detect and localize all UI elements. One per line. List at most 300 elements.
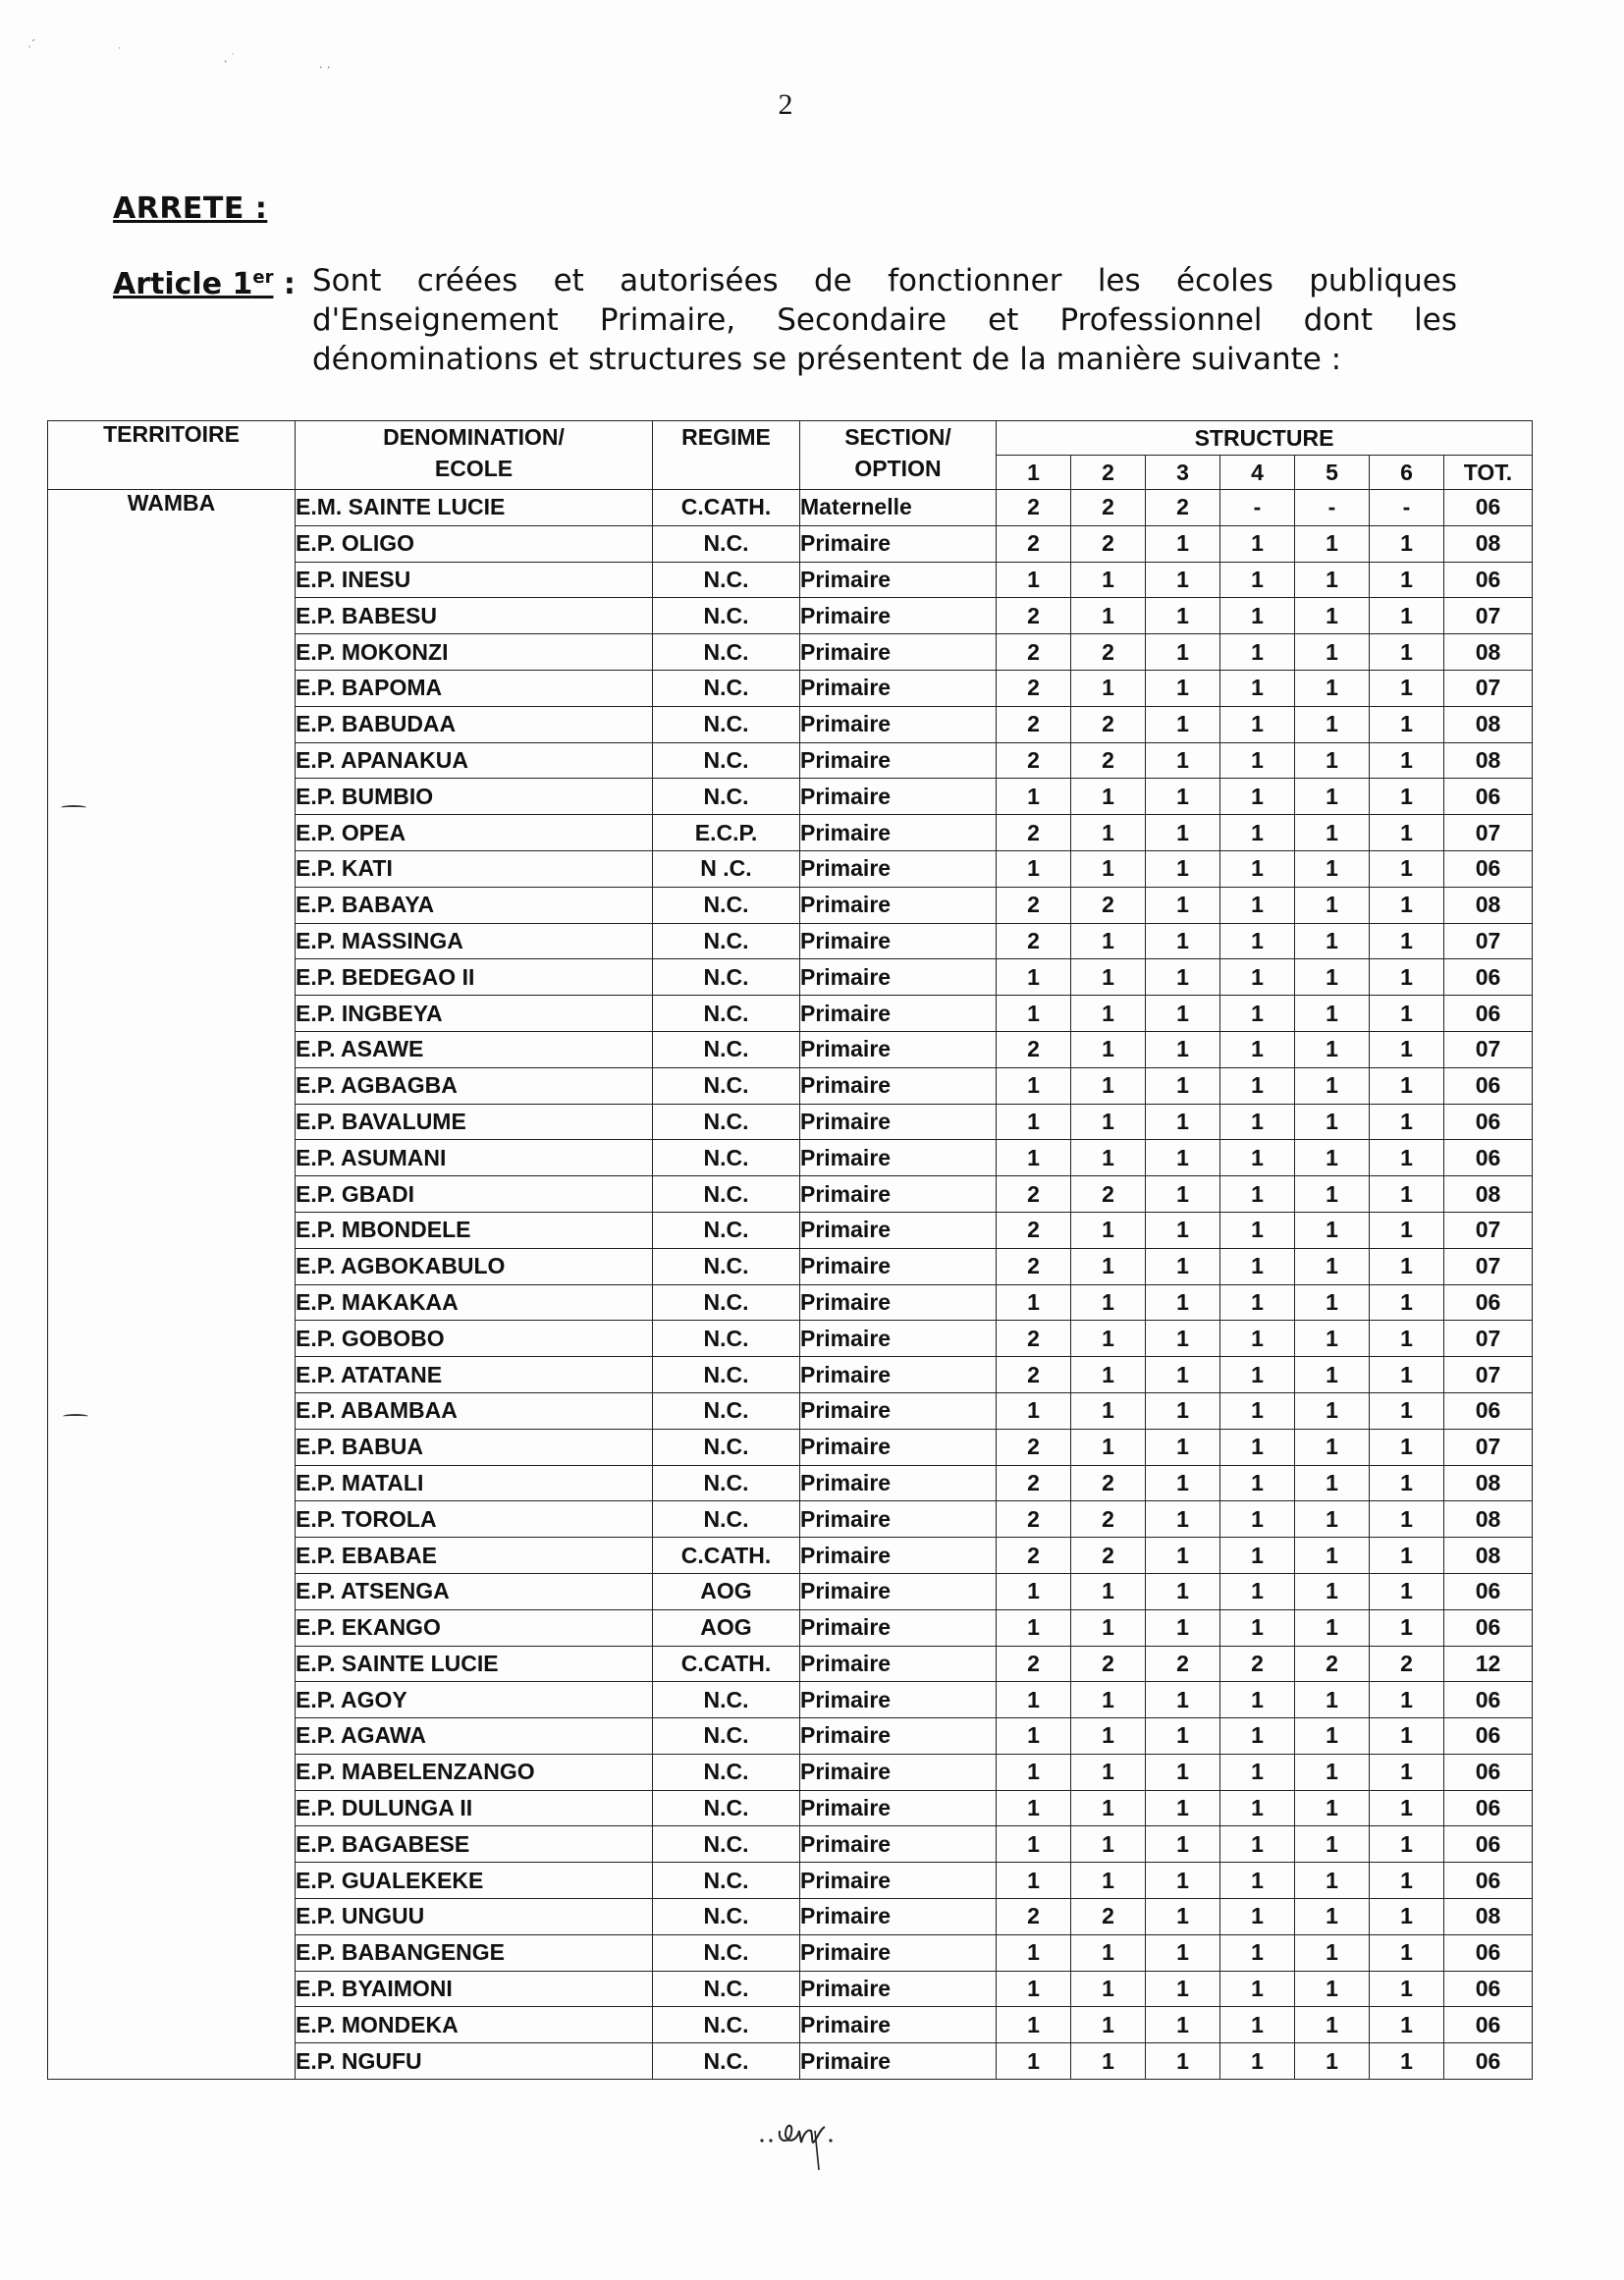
structure-cell-6: 1 [1370, 2007, 1444, 2043]
structure-cell-2: 1 [1071, 1212, 1146, 1248]
structure-cell-1: 1 [997, 1718, 1071, 1755]
structure-cell-2: 1 [1071, 1357, 1146, 1393]
school-name-cell: E.P. OLIGO [296, 525, 653, 562]
header-regime: REGIME [653, 421, 800, 490]
section-cell: Primaire [800, 1682, 997, 1718]
school-name-cell: E.P. BABUA [296, 1429, 653, 1465]
territoire-cell: WAMBA [48, 490, 296, 2080]
structure-total-cell: 08 [1444, 1899, 1533, 1935]
structure-cell-6: 1 [1370, 2043, 1444, 2080]
structure-cell-3: 1 [1146, 742, 1220, 779]
structure-total-cell: 06 [1444, 1682, 1533, 1718]
header-structure-5: 5 [1295, 456, 1370, 490]
structure-cell-2: 1 [1071, 1248, 1146, 1284]
structure-cell-4: 1 [1220, 1718, 1295, 1755]
structure-cell-1: 1 [997, 1067, 1071, 1104]
structure-cell-5: 1 [1295, 1682, 1370, 1718]
regime-cell: N.C. [653, 598, 800, 634]
structure-cell-4: 1 [1220, 1863, 1295, 1899]
structure-cell-5: 1 [1295, 670, 1370, 706]
structure-cell-1: 2 [997, 1031, 1071, 1067]
structure-total-cell: 07 [1444, 598, 1533, 634]
structure-cell-2: 1 [1071, 850, 1146, 887]
section-cell: Primaire [800, 959, 997, 996]
section-cell: Primaire [800, 887, 997, 923]
structure-cell-3: 1 [1146, 1465, 1220, 1501]
structure-cell-1: 2 [997, 923, 1071, 959]
structure-cell-2: 1 [1071, 923, 1146, 959]
structure-cell-5: 1 [1295, 1790, 1370, 1826]
structure-cell-6: 1 [1370, 1031, 1444, 1067]
school-name-cell: E.P. SAINTE LUCIE [296, 1646, 653, 1682]
structure-cell-4: 1 [1220, 887, 1295, 923]
section-cell: Primaire [800, 1212, 997, 1248]
structure-cell-5: 1 [1295, 887, 1370, 923]
regime-cell: N.C. [653, 742, 800, 779]
section-cell: Primaire [800, 1357, 997, 1393]
structure-cell-3: 1 [1146, 598, 1220, 634]
structure-cell-4: 1 [1220, 562, 1295, 598]
structure-cell-3: 1 [1146, 1212, 1220, 1248]
regime-cell: E.C.P. [653, 815, 800, 851]
structure-cell-1: 2 [997, 598, 1071, 634]
structure-cell-4: 1 [1220, 1429, 1295, 1465]
structure-total-cell: 08 [1444, 742, 1533, 779]
structure-cell-4: 1 [1220, 634, 1295, 671]
structure-cell-1: 1 [997, 1609, 1071, 1646]
structure-cell-2: 1 [1071, 1934, 1146, 1971]
structure-cell-5: 1 [1295, 1357, 1370, 1393]
school-name-cell: E.P. ATATANE [296, 1357, 653, 1393]
structure-cell-5: 1 [1295, 706, 1370, 742]
regime-cell: N.C. [653, 1429, 800, 1465]
school-name-cell: E.P. AGAWA [296, 1718, 653, 1755]
school-name-cell: E.P. ASUMANI [296, 1140, 653, 1176]
structure-cell-4: 1 [1220, 1501, 1295, 1538]
section-cell: Primaire [800, 1573, 997, 1609]
section-cell: Primaire [800, 1067, 997, 1104]
structure-cell-5: 1 [1295, 1140, 1370, 1176]
section-cell: Primaire [800, 1790, 997, 1826]
regime-cell: N.C. [653, 959, 800, 996]
article-label-text: Article 1 [113, 267, 253, 301]
structure-cell-3: 2 [1146, 1646, 1220, 1682]
structure-cell-5: 1 [1295, 1212, 1370, 1248]
structure-cell-2: 1 [1071, 1682, 1146, 1718]
structure-cell-5: 1 [1295, 1031, 1370, 1067]
structure-cell-4: 1 [1220, 598, 1295, 634]
regime-cell: N .C. [653, 850, 800, 887]
section-cell: Primaire [800, 1284, 997, 1321]
article-label [113, 267, 296, 301]
structure-cell-4: 1 [1220, 1934, 1295, 1971]
structure-cell-3: 1 [1146, 1284, 1220, 1321]
structure-cell-5: 1 [1295, 996, 1370, 1032]
structure-cell-2: 1 [1071, 1826, 1146, 1863]
regime-cell: N.C. [653, 1899, 800, 1935]
regime-cell: N.C. [653, 996, 800, 1032]
structure-cell-1: 1 [997, 779, 1071, 815]
structure-cell-4: 1 [1220, 1392, 1295, 1429]
structure-cell-4: 1 [1220, 1104, 1295, 1140]
school-name-cell: E.P. BUMBIO [296, 779, 653, 815]
structure-cell-2: 2 [1071, 887, 1146, 923]
header-denomination-line1: DENOMINATION/ [383, 424, 565, 450]
structure-cell-6: 1 [1370, 1284, 1444, 1321]
margin-pen-mark [61, 805, 86, 810]
structure-cell-1: 1 [997, 1682, 1071, 1718]
structure-cell-3: 1 [1146, 1899, 1220, 1935]
scan-speck: ˎ ˑ [224, 49, 235, 63]
structure-total-cell: 06 [1444, 1934, 1533, 1971]
header-structure-total: TOT. [1444, 456, 1533, 490]
arrete-heading: ARRETE : [113, 191, 268, 226]
structure-total-cell: 06 [1444, 1754, 1533, 1790]
structure-cell-3: 1 [1146, 1573, 1220, 1609]
school-name-cell: E.P. NGUFU [296, 2043, 653, 2080]
structure-cell-5: 1 [1295, 562, 1370, 598]
school-name-cell: E.P. BAGABESE [296, 1826, 653, 1863]
structure-total-cell: 07 [1444, 1248, 1533, 1284]
structure-cell-6: 1 [1370, 996, 1444, 1032]
structure-cell-6: 2 [1370, 1646, 1444, 1682]
page-number: 2 [778, 88, 793, 121]
structure-cell-4: 1 [1220, 1140, 1295, 1176]
structure-cell-4: 1 [1220, 1176, 1295, 1213]
structure-cell-1: 2 [997, 1646, 1071, 1682]
structure-cell-3: 1 [1146, 1321, 1220, 1357]
structure-cell-4: 1 [1220, 1321, 1295, 1357]
structure-cell-5: 1 [1295, 1538, 1370, 1574]
structure-cell-4: 1 [1220, 1971, 1295, 2007]
structure-cell-3: 1 [1146, 2043, 1220, 2080]
structure-cell-3: 1 [1146, 815, 1220, 851]
structure-cell-3: 1 [1146, 1501, 1220, 1538]
school-name-cell: E.P. MABELENZANGO [296, 1754, 653, 1790]
structure-total-cell: 06 [1444, 1573, 1533, 1609]
header-denomination-line2: ECOLE [434, 456, 514, 481]
structure-cell-4: 1 [1220, 1682, 1295, 1718]
structure-cell-4: 2 [1220, 1646, 1295, 1682]
structure-cell-5: 1 [1295, 1899, 1370, 1935]
section-cell: Primaire [800, 1971, 997, 2007]
structure-cell-3: 1 [1146, 1934, 1220, 1971]
structure-cell-4: 1 [1220, 1573, 1295, 1609]
structure-cell-6: 1 [1370, 959, 1444, 996]
structure-cell-4: 1 [1220, 2043, 1295, 2080]
structure-cell-5: 1 [1295, 815, 1370, 851]
structure-cell-2: 1 [1071, 1718, 1146, 1755]
regime-cell: C.CATH. [653, 1646, 800, 1682]
structure-cell-6: 1 [1370, 887, 1444, 923]
structure-cell-4: 1 [1220, 1357, 1295, 1393]
school-name-cell: E.M. SAINTE LUCIE [296, 490, 653, 526]
structure-cell-4: 1 [1220, 1790, 1295, 1826]
structure-total-cell: 06 [1444, 562, 1533, 598]
structure-cell-1: 1 [997, 1971, 1071, 2007]
structure-cell-1: 1 [997, 1754, 1071, 1790]
schools-table [47, 420, 1533, 2080]
section-cell: Primaire [800, 670, 997, 706]
structure-cell-3: 1 [1146, 1971, 1220, 2007]
structure-cell-2: 2 [1071, 742, 1146, 779]
structure-cell-5: 1 [1295, 1429, 1370, 1465]
structure-cell-2: 1 [1071, 1790, 1146, 1826]
school-name-cell: E.P. TOROLA [296, 1501, 653, 1538]
structure-cell-2: 1 [1071, 815, 1146, 851]
table-header [48, 421, 1533, 490]
regime-cell: N.C. [653, 1682, 800, 1718]
school-name-cell: E.P. AGOY [296, 1682, 653, 1718]
structure-cell-5: 1 [1295, 742, 1370, 779]
regime-cell: N.C. [653, 1465, 800, 1501]
structure-cell-1: 2 [997, 742, 1071, 779]
structure-cell-5: 2 [1295, 1646, 1370, 1682]
school-name-cell: E.P. AGBOKABULO [296, 1248, 653, 1284]
structure-cell-4: 1 [1220, 2007, 1295, 2043]
structure-cell-4: 1 [1220, 1899, 1295, 1935]
regime-cell: N.C. [653, 1104, 800, 1140]
section-cell: Primaire [800, 996, 997, 1032]
structure-cell-6: 1 [1370, 1429, 1444, 1465]
structure-cell-6: 1 [1370, 1501, 1444, 1538]
structure-cell-1: 1 [997, 2007, 1071, 2043]
structure-cell-3: 1 [1146, 1429, 1220, 1465]
structure-cell-4: 1 [1220, 996, 1295, 1032]
structure-cell-2: 2 [1071, 706, 1146, 742]
structure-total-cell: 07 [1444, 1212, 1533, 1248]
structure-cell-3: 1 [1146, 1392, 1220, 1429]
structure-cell-1: 2 [997, 1899, 1071, 1935]
structure-cell-6: 1 [1370, 1934, 1444, 1971]
structure-cell-2: 1 [1071, 1609, 1146, 1646]
regime-cell: C.CATH. [653, 490, 800, 526]
structure-cell-3: 1 [1146, 706, 1220, 742]
structure-cell-6: 1 [1370, 742, 1444, 779]
structure-cell-1: 2 [997, 490, 1071, 526]
structure-cell-4: - [1220, 490, 1295, 526]
structure-cell-1: 1 [997, 1934, 1071, 1971]
structure-cell-2: 2 [1071, 1538, 1146, 1574]
structure-cell-2: 1 [1071, 562, 1146, 598]
structure-total-cell: 06 [1444, 1140, 1533, 1176]
structure-cell-2: 1 [1071, 959, 1146, 996]
structure-cell-3: 1 [1146, 850, 1220, 887]
structure-total-cell: 06 [1444, 2007, 1533, 2043]
structure-cell-4: 1 [1220, 742, 1295, 779]
school-name-cell: E.P. BAPOMA [296, 670, 653, 706]
structure-cell-3: 1 [1146, 996, 1220, 1032]
section-cell: Primaire [800, 525, 997, 562]
structure-total-cell: 08 [1444, 1176, 1533, 1213]
structure-total-cell: 07 [1444, 815, 1533, 851]
structure-cell-3: 1 [1146, 1790, 1220, 1826]
header-denomination [296, 421, 653, 490]
structure-cell-2: 1 [1071, 1971, 1146, 2007]
section-cell: Primaire [800, 815, 997, 851]
structure-cell-6: 1 [1370, 1971, 1444, 2007]
structure-cell-5: 1 [1295, 1609, 1370, 1646]
structure-cell-6: 1 [1370, 815, 1444, 851]
structure-cell-3: 1 [1146, 1031, 1220, 1067]
structure-total-cell: 07 [1444, 923, 1533, 959]
structure-total-cell: 06 [1444, 2043, 1533, 2080]
school-name-cell: E.P. GOBOBO [296, 1321, 653, 1357]
section-cell: Primaire [800, 1899, 997, 1935]
regime-cell: N.C. [653, 1140, 800, 1176]
structure-cell-6: 1 [1370, 1718, 1444, 1755]
section-cell: Primaire [800, 1140, 997, 1176]
structure-cell-6: 1 [1370, 634, 1444, 671]
school-name-cell: E.P. MATALI [296, 1465, 653, 1501]
structure-cell-2: 2 [1071, 1646, 1146, 1682]
structure-cell-4: 1 [1220, 1826, 1295, 1863]
school-name-cell: E.P. EKANGO [296, 1609, 653, 1646]
structure-cell-1: 1 [997, 996, 1071, 1032]
structure-cell-2: 1 [1071, 1573, 1146, 1609]
structure-cell-2: 1 [1071, 1031, 1146, 1067]
scan-speck: ˑ [118, 43, 122, 57]
structure-total-cell: 06 [1444, 1609, 1533, 1646]
section-cell: Primaire [800, 1826, 997, 1863]
structure-cell-6: 1 [1370, 1392, 1444, 1429]
school-name-cell: E.P. INESU [296, 562, 653, 598]
structure-cell-1: 2 [997, 525, 1071, 562]
structure-cell-1: 1 [997, 1863, 1071, 1899]
structure-cell-5: 1 [1295, 1718, 1370, 1755]
school-name-cell: E.P. AGBAGBA [296, 1067, 653, 1104]
section-cell: Primaire [800, 1934, 997, 1971]
structure-cell-1: 1 [997, 1104, 1071, 1140]
regime-cell: C.CATH. [653, 1538, 800, 1574]
structure-cell-6: - [1370, 490, 1444, 526]
structure-cell-2: 1 [1071, 996, 1146, 1032]
regime-cell: AOG [653, 1573, 800, 1609]
header-territoire: TERRITOIRE [48, 421, 296, 490]
regime-cell: N.C. [653, 1718, 800, 1755]
structure-total-cell: 08 [1444, 525, 1533, 562]
school-name-cell: E.P. MAKAKAA [296, 1284, 653, 1321]
structure-total-cell: 06 [1444, 779, 1533, 815]
structure-cell-2: 1 [1071, 1392, 1146, 1429]
structure-cell-6: 1 [1370, 1248, 1444, 1284]
school-name-cell: E.P. MBONDELE [296, 1212, 653, 1248]
school-name-cell: E.P. MOKONZI [296, 634, 653, 671]
structure-cell-2: 1 [1071, 1429, 1146, 1465]
structure-cell-2: 1 [1071, 1863, 1146, 1899]
regime-cell: N.C. [653, 1248, 800, 1284]
structure-cell-2: 1 [1071, 598, 1146, 634]
structure-cell-6: 1 [1370, 1609, 1444, 1646]
structure-total-cell: 06 [1444, 1284, 1533, 1321]
school-name-cell: E.P. BABAYA [296, 887, 653, 923]
structure-cell-3: 1 [1146, 1826, 1220, 1863]
structure-cell-3: 1 [1146, 525, 1220, 562]
school-name-cell: E.P. MONDEKA [296, 2007, 653, 2043]
structure-cell-5: 1 [1295, 1248, 1370, 1284]
structure-cell-5: 1 [1295, 779, 1370, 815]
structure-cell-1: 2 [997, 815, 1071, 851]
structure-cell-4: 1 [1220, 850, 1295, 887]
structure-cell-6: 1 [1370, 1573, 1444, 1609]
structure-cell-1: 2 [997, 1176, 1071, 1213]
structure-cell-2: 2 [1071, 1899, 1146, 1935]
school-name-cell: E.P. GUALEKEKE [296, 1863, 653, 1899]
structure-cell-3: 1 [1146, 779, 1220, 815]
section-cell: Primaire [800, 1646, 997, 1682]
regime-cell: N.C. [653, 1971, 800, 2007]
header-structure-6: 6 [1370, 456, 1444, 490]
structure-cell-2: 1 [1071, 1284, 1146, 1321]
structure-cell-3: 1 [1146, 1067, 1220, 1104]
structure-cell-3: 1 [1146, 562, 1220, 598]
structure-cell-3: 1 [1146, 634, 1220, 671]
structure-total-cell: 07 [1444, 1321, 1533, 1357]
structure-cell-1: 1 [997, 959, 1071, 996]
structure-cell-6: 1 [1370, 598, 1444, 634]
structure-cell-4: 1 [1220, 1465, 1295, 1501]
structure-total-cell: 08 [1444, 1501, 1533, 1538]
regime-cell: N.C. [653, 1754, 800, 1790]
structure-cell-1: 1 [997, 1826, 1071, 1863]
structure-cell-5: 1 [1295, 1573, 1370, 1609]
structure-cell-2: 1 [1071, 1321, 1146, 1357]
structure-cell-3: 2 [1146, 490, 1220, 526]
structure-total-cell: 06 [1444, 490, 1533, 526]
structure-cell-3: 1 [1146, 1863, 1220, 1899]
structure-cell-4: 1 [1220, 1031, 1295, 1067]
section-cell: Primaire [800, 2043, 997, 2080]
structure-cell-1: 2 [997, 706, 1071, 742]
structure-cell-3: 1 [1146, 887, 1220, 923]
school-name-cell: E.P. UNGUU [296, 1899, 653, 1935]
structure-total-cell: 08 [1444, 634, 1533, 671]
regime-cell: N.C. [653, 562, 800, 598]
table-body [48, 490, 1533, 2080]
structure-cell-5: 1 [1295, 1104, 1370, 1140]
section-cell: Primaire [800, 1718, 997, 1755]
structure-total-cell: 12 [1444, 1646, 1533, 1682]
header-structure-2: 2 [1071, 456, 1146, 490]
structure-cell-2: 2 [1071, 634, 1146, 671]
structure-cell-1: 1 [997, 2043, 1071, 2080]
handwritten-initials [756, 2101, 864, 2180]
structure-cell-5: 1 [1295, 634, 1370, 671]
structure-cell-1: 2 [997, 670, 1071, 706]
school-name-cell: E.P. KATI [296, 850, 653, 887]
structure-total-cell: 08 [1444, 1538, 1533, 1574]
structure-cell-1: 2 [997, 1465, 1071, 1501]
structure-cell-6: 1 [1370, 1104, 1444, 1140]
regime-cell: N.C. [653, 1863, 800, 1899]
structure-cell-4: 1 [1220, 1284, 1295, 1321]
structure-cell-2: 1 [1071, 1067, 1146, 1104]
structure-cell-2: 2 [1071, 490, 1146, 526]
structure-cell-2: 1 [1071, 2043, 1146, 2080]
structure-total-cell: 07 [1444, 1357, 1533, 1393]
structure-cell-1: 1 [997, 850, 1071, 887]
school-name-cell: E.P. APANAKUA [296, 742, 653, 779]
structure-cell-6: 1 [1370, 1538, 1444, 1574]
section-cell: Primaire [800, 779, 997, 815]
structure-cell-5: 1 [1295, 1501, 1370, 1538]
structure-cell-5: 1 [1295, 1176, 1370, 1213]
header-structure-3: 3 [1146, 456, 1220, 490]
section-cell: Primaire [800, 1609, 997, 1646]
header-section-line2: OPTION [854, 456, 942, 481]
regime-cell: N.C. [653, 1392, 800, 1429]
section-cell: Primaire [800, 706, 997, 742]
